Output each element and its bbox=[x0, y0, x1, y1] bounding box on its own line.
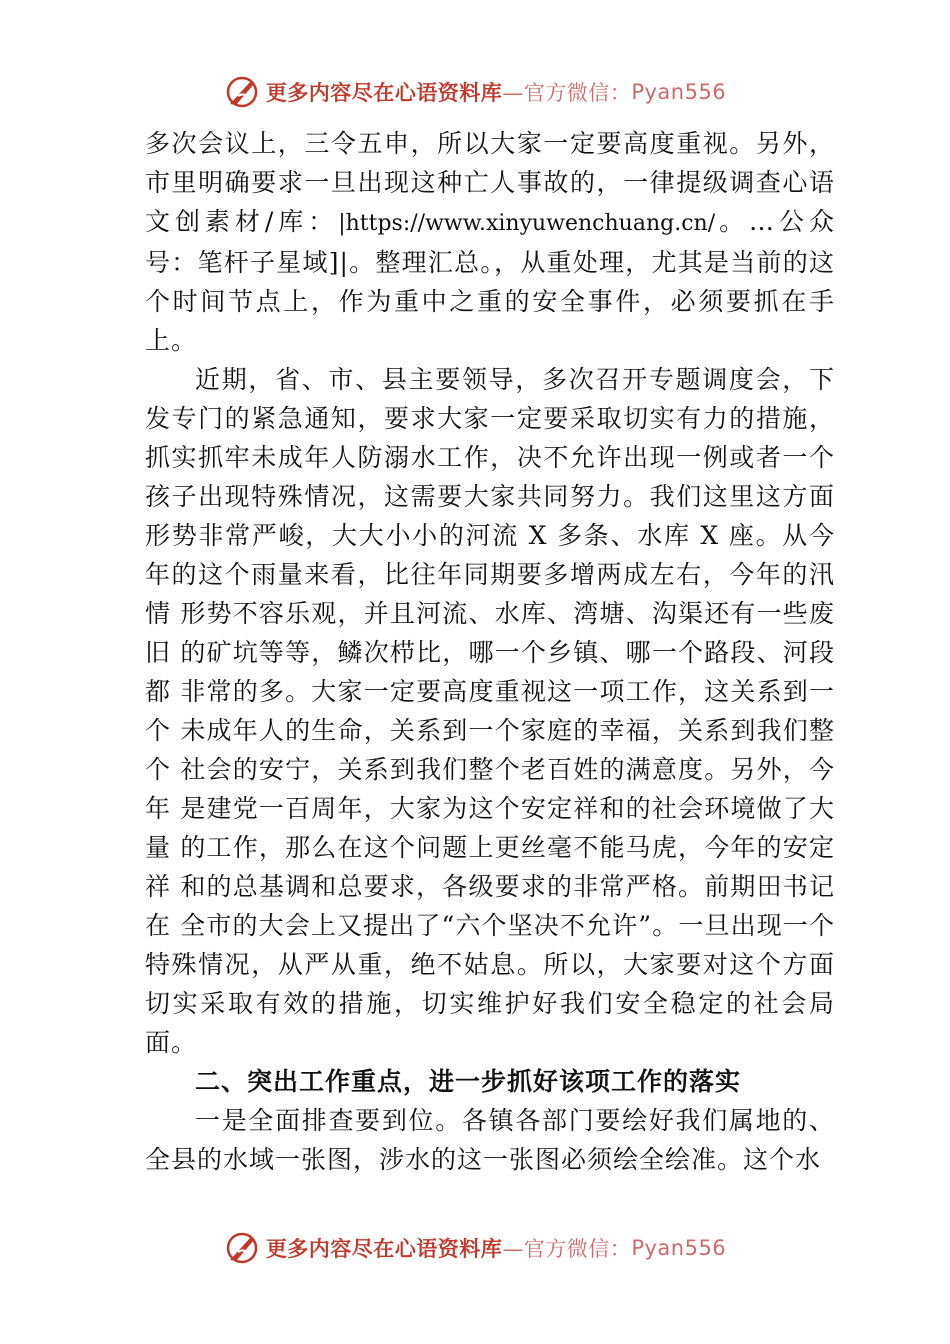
watermark-main-text: 更多内容尽在心语资料库 bbox=[265, 1237, 503, 1261]
footer-watermark bbox=[0, 1226, 950, 1270]
watermark-sub-text: —官方微信： bbox=[502, 1237, 632, 1261]
paragraph-2: 近期，省、市、县主要领导，多次召开专题调度会，下发专门的紧急通知，要求大家一定要采取切实有力的措施，抓实抓牢未成年人防溺水工作，决不允许出现一例或者一个孩子出现特殊情况，这需要大家共同努力。我们这里这方面形势非常严峻，大大小小的河流 X 多条、水库 X 座。从今年的这个雨量来看，比往年同期要多增两成左右，今年的汛情 形势不容乐观，并且河流、水库、湾塘、沟渠还有一些废旧 的矿坑等等，鳞次栉比，哪一个乡镇、哪一个路段、河段都 非常的多。大家一定要高度重视这一项工作，这关系到一个 未成年人的生命，关系到一个家庭的幸福，关系到我们整个 社会的安宁，关系到我们整个老百姓的满意度。另外，今年 是建党一百周年，大家为这个安定祥和的社会环境做了大量 的工作，那么在这个问题上更丝毫不能马虎，今年的安定祥 和的总基调和总要求，各级要求的非常严格。前期田书记在 全市的大会上又提出了“六个坚决不允许”。一旦出现一个 特殊情况，从严从重，绝不姑息。所以，大家要对这个方面 切实采取有效的措施，切实维护好我们安全稳定的社会局面。 bbox=[145, 365, 835, 1057]
document-body bbox=[145, 124, 835, 1179]
paragraph-3: 一是全面排查要到位。各镇各部门要绘好我们属地的、全县的水域一张图，涉水的这一张图必须绘全绘准。这个水 bbox=[145, 1106, 835, 1174]
watermark-wechat-id: Pyan556 bbox=[631, 1236, 727, 1260]
watermark-sub-text: —官方微信： bbox=[502, 81, 632, 105]
paragraph-1 bbox=[145, 124, 835, 360]
pen-logo-icon bbox=[224, 74, 260, 110]
pen-logo-icon bbox=[224, 1230, 260, 1266]
paragraph-1-end: 。…公众号：笔杆子星域]|。整理汇总。，从重处理，尤其是当前的这个时间节点上，作为重中之重的安全事件，必须要抓在手上。 bbox=[145, 207, 835, 355]
section-heading: 二、突出工作重点，进一步抓好该项工作的落实 bbox=[195, 1067, 742, 1096]
watermark-wechat-id: Pyan556 bbox=[631, 80, 727, 104]
header-watermark bbox=[0, 70, 950, 114]
paragraph-1-start: 多次会议上，三令五申，所以大家一定要高度重视。另外，市里明确要求一旦出现这种亡人事故的，一律提级调查心语文创素材/库： bbox=[145, 129, 835, 236]
paragraph-1-url: |https://www.xinyuwenchuang.cn/ bbox=[338, 211, 716, 236]
watermark-main-text: 更多内容尽在心语资料库 bbox=[265, 81, 503, 105]
